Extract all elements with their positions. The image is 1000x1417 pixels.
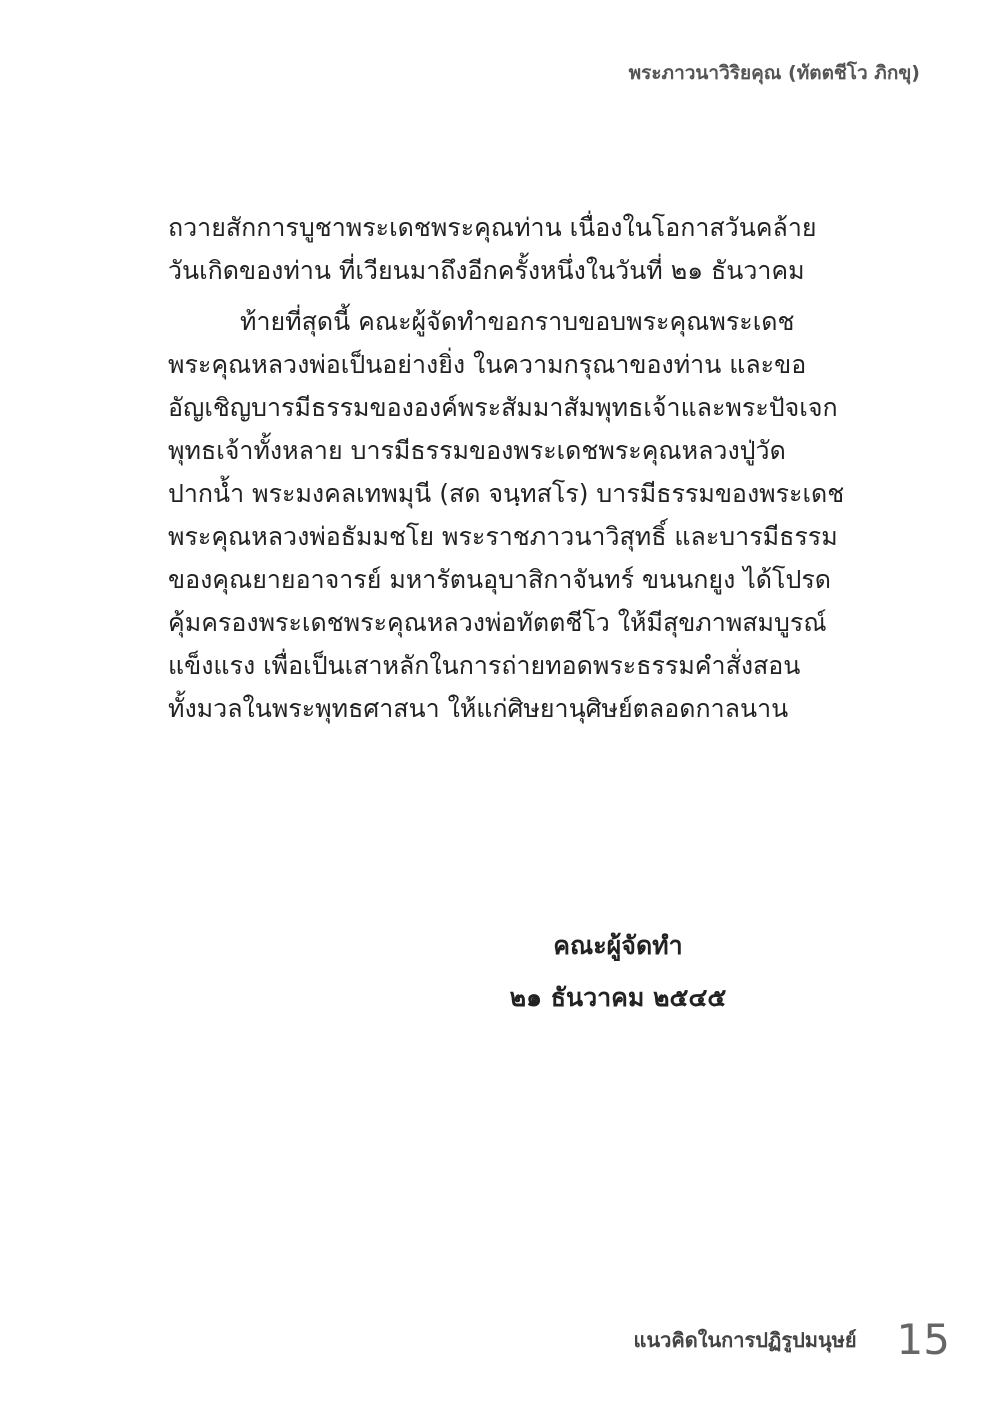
body-line: คุ้มครองพระเดชพระคุณหลวงพ่อทัตตชีโว ให้มีสุขภาพสมบูรณ์ [168,608,827,637]
body-line: ถวายสักการบูชาพระเดชพระคุณท่าน เนื่องในโอกาสวันคล้าย [168,213,817,242]
body-line: ทั้งมวลในพระพุทธศาสนา ให้แก่ศิษยานุศิษย์ตลอดกาลนาน [168,694,789,723]
footer-book-title: แนวคิดในการปฏิรูปมนุษย์ [633,1328,857,1352]
signature-author: คณะผู้จัดทำ [553,931,683,960]
body-line: อัญเชิญบารมีธรรมขององค์พระสัมมาสัมพุทธเจ้าและพระปัจเจก [168,393,838,422]
body-line: พระคุณหลวงพ่อเป็นอย่างยิ่ง ในความกรุณาของท่าน และขอ [168,350,807,379]
signature-date: ๒๑ ธันวาคม ๒๕๔๕ [509,983,727,1012]
body-line: พุทธเจ้าทั้งหลาย บารมีธรรมของพระเดชพระคุณหลวงปู่วัด [168,436,786,465]
body-line: พระคุณหลวงพ่อธัมมชโย พระราชภาวนาวิสุทธิ์ และบารมีธรรม [168,522,838,551]
page-footer [633,1315,950,1364]
body-line: ของคุณยายอาจารย์ มหารัตนอุบาสิกาจันทร์ ขนนกยูง ได้โปรด [168,565,832,594]
page-number: 15 [896,1315,950,1364]
body-line: ปากน้ำ พระมงคลเทพมุนี (สด จนฺทสโร) บารมีธรรมของพระเดช [168,479,845,508]
body-line: แข็งแรง เพื่อเป็นเสาหลักในการถ่ายทอดพระธรรมคำสั่งสอน [168,651,801,680]
signature-block [468,920,768,1024]
paragraph-start-line: ท้ายที่สุดนี้ คณะผู้จัดทำขอกราบขอบพระคุณพระเดช [240,307,795,336]
running-header: พระภาวนาวิริยคุณ (ทัตตชีโว ภิกขุ) [628,62,920,84]
body-line: วันเกิดของท่าน ที่เวียนมาถึงอีกครั้งหนึ่งในวันที่ ๒๑ ธันวาคม [168,256,805,285]
body-text [168,206,866,730]
